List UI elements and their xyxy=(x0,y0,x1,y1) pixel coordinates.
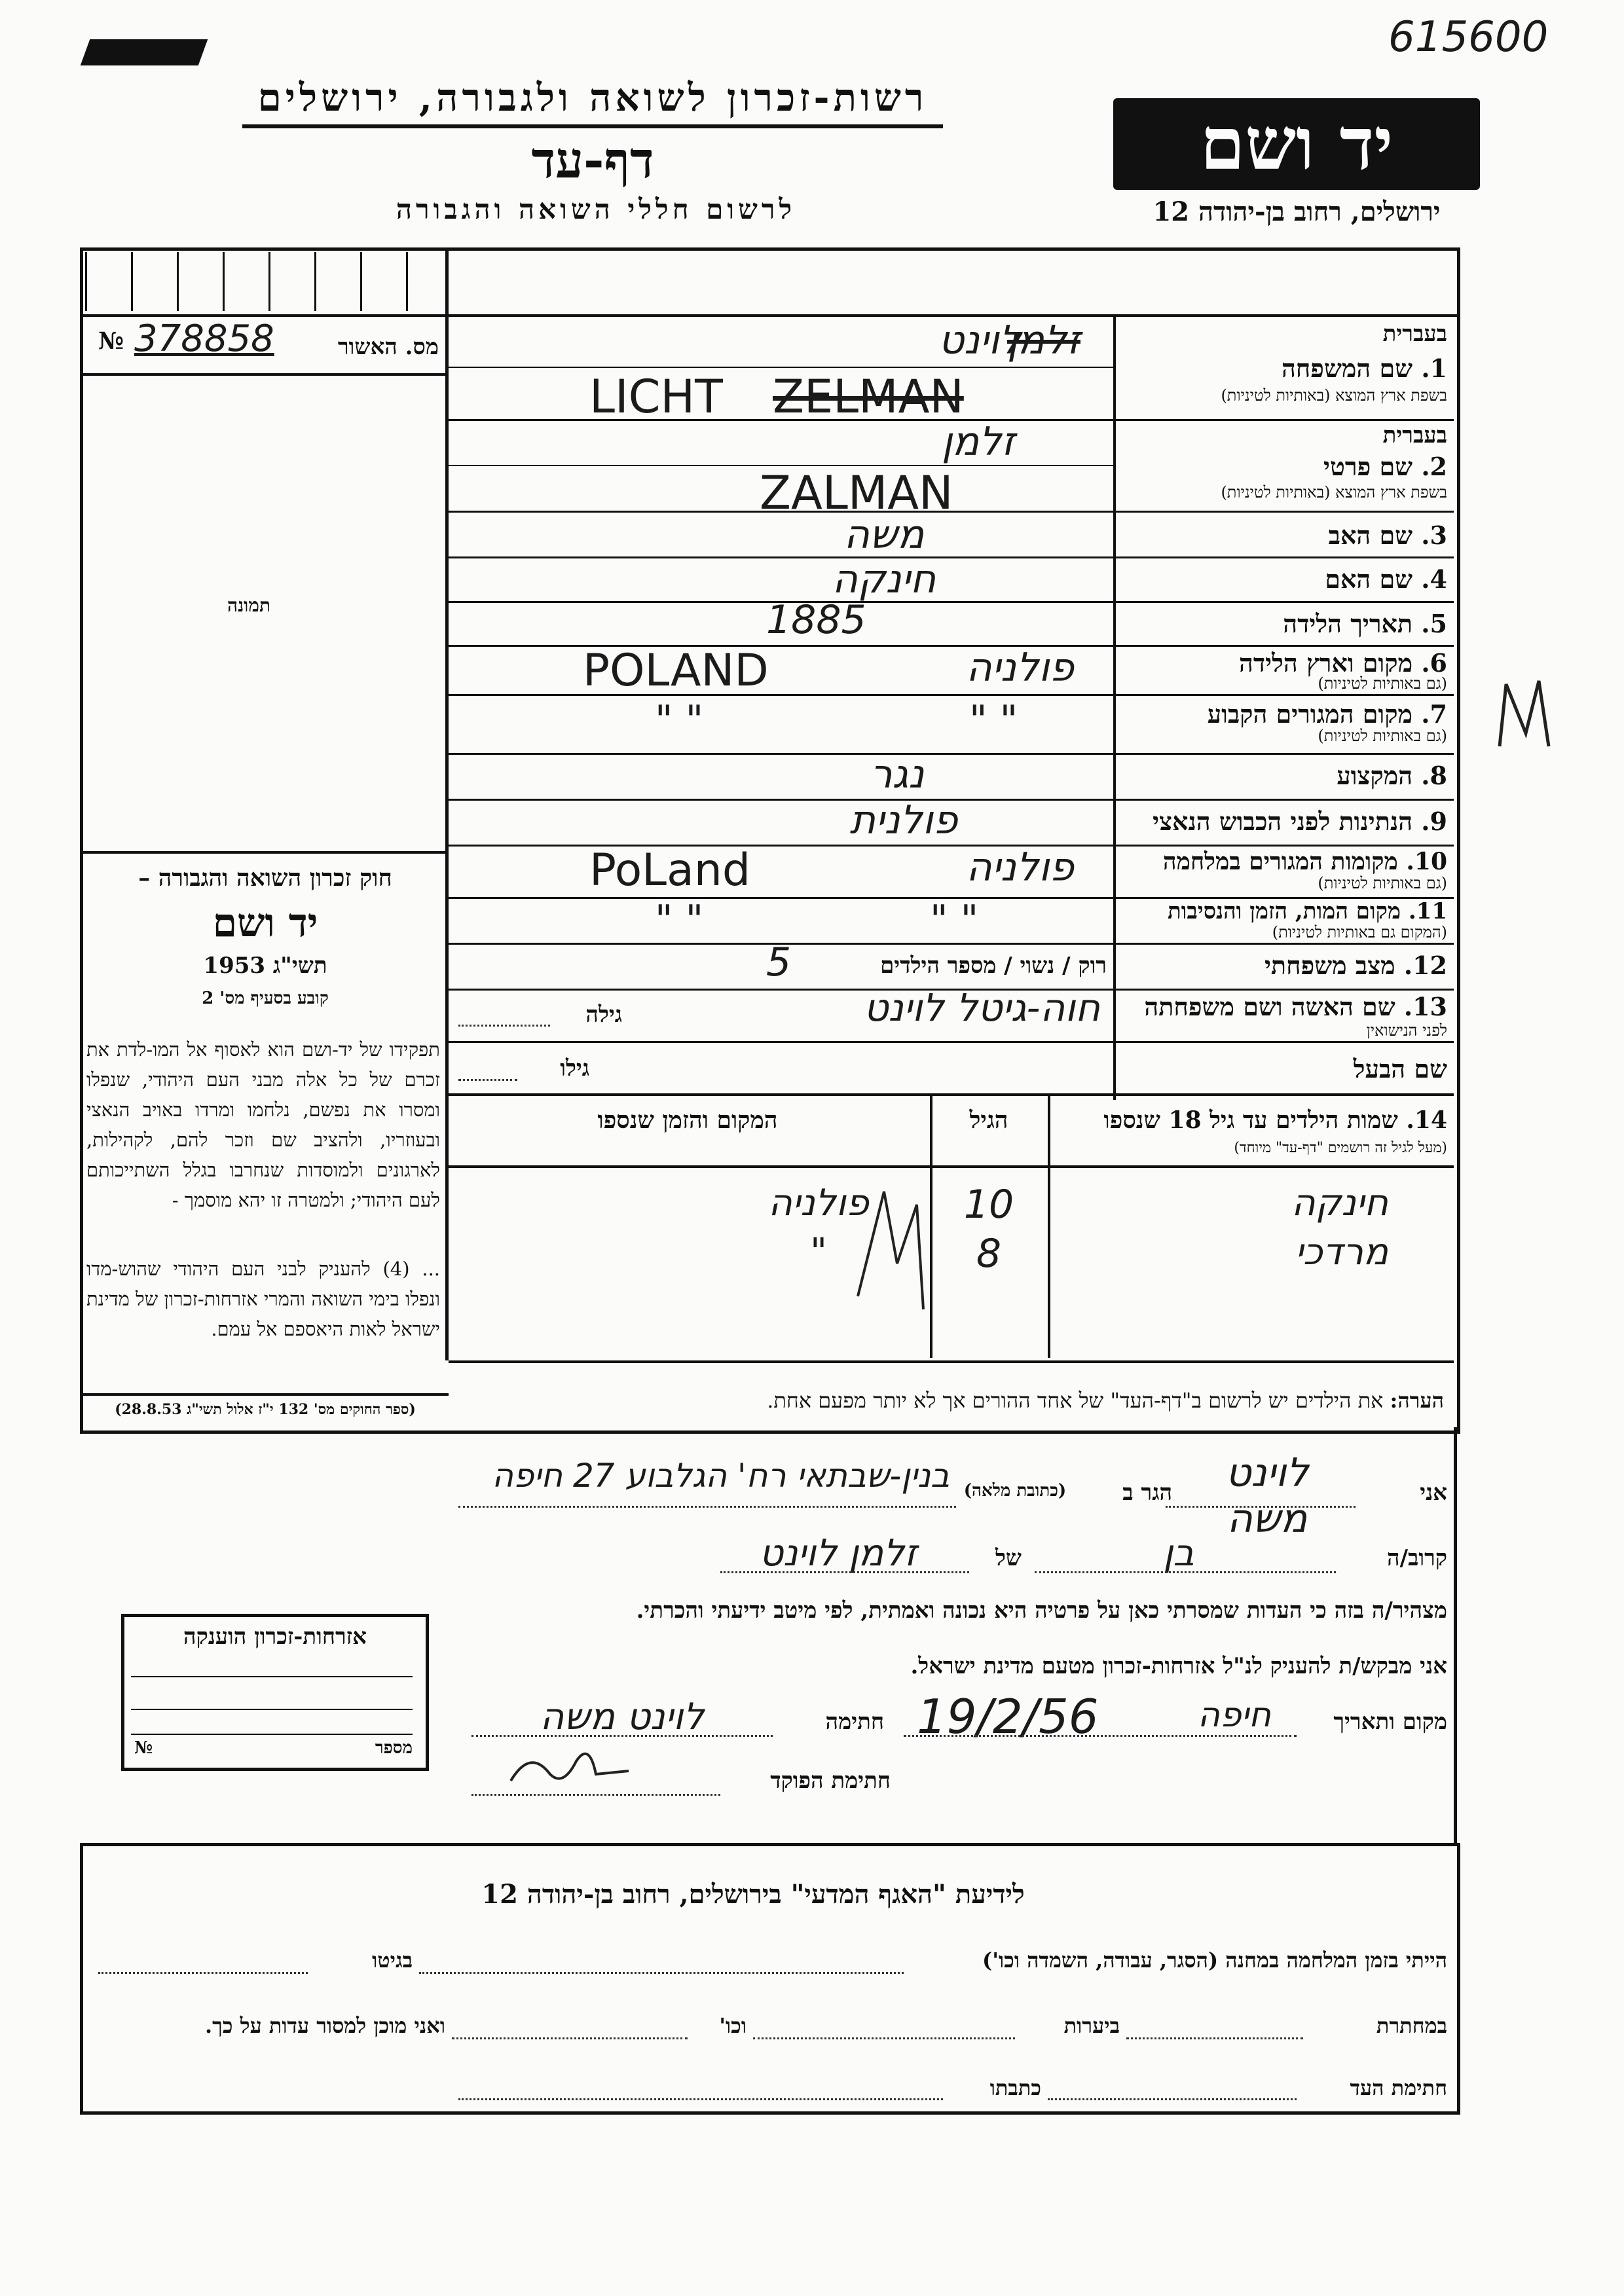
form-subtitle: לרשום חללי השואה והגבורה xyxy=(396,193,796,225)
field-sub: (המקום גם באותיות לטיניות) xyxy=(1272,923,1447,941)
field-husband-label: שם הבעל xyxy=(1353,1054,1447,1084)
place-value: חיפה xyxy=(1197,1696,1272,1735)
officer-label: חתימת הפוקד xyxy=(770,1768,891,1794)
statement-text: מצהיר/ה בזה כי העדות שמסרתי כאן על פרטיה היא נכונה ואמתית, לפי מיטב ידיעתי והכרתי. xyxy=(636,1597,1447,1624)
wartime-residence-hebrew: פולניה xyxy=(966,845,1074,890)
surname-hebrew: לוינט xyxy=(938,318,1022,363)
wartime-residence-latin: PoLand xyxy=(589,845,751,896)
surname-latin: LICHT xyxy=(589,370,723,424)
signature-label: חתימה xyxy=(825,1709,884,1735)
date-value: 19/2/56 xyxy=(917,1689,1099,1744)
full-address-label: (כתובת מלאה) xyxy=(963,1481,1067,1501)
field-profession-label: 8. המקצוע xyxy=(1337,761,1447,790)
note xyxy=(458,1388,1444,1413)
child-age: 10 xyxy=(963,1182,1014,1228)
declarant-address: בנין-שבתאי רח' הגלבוע 27 חיפה xyxy=(492,1457,950,1495)
children-sub: (מעל לגיל זה רושמים "דף-עד" מיוחד) xyxy=(1234,1140,1447,1156)
resides-label: הגר ב xyxy=(1122,1480,1172,1506)
place-date-label: מקום ותאריך xyxy=(1333,1709,1447,1735)
form-title: דף-עד xyxy=(531,131,654,189)
request-text: אני מבקש/ת להעניק לנ"ל אזרחות-זכרון מטעם מדינת ישראל. xyxy=(910,1653,1447,1679)
profession-value: נגר xyxy=(870,752,925,797)
field-marital-label: 12. מצב משפחתי xyxy=(1264,951,1447,980)
officer-signature xyxy=(504,1741,648,1800)
i-label: אני xyxy=(1420,1480,1447,1506)
footer-forests: ביערות xyxy=(1063,2013,1120,2038)
field-birthplace-label: 6. מקום וארץ הלידה xyxy=(1239,648,1447,678)
ink-mark xyxy=(81,39,208,65)
field-wartime-residence-label: 10. מקומות המגורים במלחמה xyxy=(1162,848,1447,875)
field-sub: (גם באותיות לטיניות) xyxy=(1318,874,1447,892)
field-death-label: 11. מקום המות, הזמן והנסיבות xyxy=(1167,898,1447,924)
father-value: משה xyxy=(843,512,925,558)
law-clause: קובע בסעיף מס' 2 xyxy=(202,989,329,1008)
marital-options: רוק / נשוי / מספר הילדים xyxy=(880,953,1107,979)
law-year: תשי"ג 1953 xyxy=(203,953,327,979)
approval-label: מס. האשור xyxy=(337,334,439,360)
wife-age-label: גילה xyxy=(585,1002,622,1028)
death-value-heb: " " xyxy=(930,897,979,943)
relation-value: בן xyxy=(1163,1532,1194,1575)
birthplace-hebrew: פולניה xyxy=(966,645,1074,691)
margin-mark xyxy=(1486,674,1572,759)
residence-value-heb: " " xyxy=(969,697,1018,743)
child-place: " xyxy=(810,1231,827,1273)
footer-title: לידיעת "האגף המדעי" בירושלים, רחוב בן-יהודה 12 xyxy=(481,1879,1025,1910)
footer-ready: ואני מוכן למסור עדות על כך. xyxy=(204,2013,445,2038)
firstname-latin: ZALMAN xyxy=(760,466,953,520)
field-mother-label: 4. שם האם xyxy=(1325,564,1447,594)
field-firstname-label: 2. שם פרטי xyxy=(1323,452,1447,481)
law-source: (ספר החוקים מס' 132 י"ז אלול תשי"ג 28.8.53) xyxy=(115,1401,416,1418)
birthplace-latin: POLAND xyxy=(583,645,769,697)
footer-underground: במחתרת xyxy=(1376,2013,1447,2038)
field-sub: (גם באותיות לטיניות) xyxy=(1318,727,1447,745)
child-place: פולניה xyxy=(768,1182,869,1224)
field-citizenship-label: 9. הנתינות לפני הכבוש הנאצי xyxy=(1153,807,1447,836)
hebrew-tag: בעברית xyxy=(1382,321,1447,347)
field-sub: בשפת ארץ המוצא (באותיות לטיניות) xyxy=(1221,386,1447,405)
field-sub: בשפת ארץ המוצא (באותיות לטיניות) xyxy=(1221,483,1447,501)
firstname-hebrew: זלמן xyxy=(942,419,1015,465)
child-name: מרדכי xyxy=(1295,1231,1388,1273)
mother-value: חינקה xyxy=(832,556,936,602)
law-title: חוק זכרון השואה והגבורה – xyxy=(138,864,392,892)
age-header: הגיל xyxy=(969,1106,1008,1134)
note-text: את הילדים יש לרשום ב"דף-העד" של אחד ההורים אך לא יותר מפעם אחת. xyxy=(767,1388,1384,1413)
place-header: המקום והזמן שנספו xyxy=(597,1106,778,1134)
relative-label: קרוב/ה xyxy=(1387,1545,1447,1571)
death-value: " " xyxy=(655,897,704,943)
footer-etc: וכו' xyxy=(719,2013,747,2038)
photo-label: תמונה xyxy=(227,594,271,616)
authority-title: רשות-זכרון לשואה ולגבורה, ירושלים xyxy=(257,75,928,120)
field-residence-label: 7. מקום המגורים הקבוע xyxy=(1207,699,1447,729)
residence-value: " " xyxy=(655,697,704,743)
law-text-1: תפקידו של יד-ושם הוא לאסוף אל המו-לדת את זכרם של כל אלה מבני העם היהודי, שנפלו ומסרו את נפשם, נלחמו ומרדו באויב הנאצי ובעוזריו, ולהציב שם וזכר להם, לקהילות, לארגונים ולמוסדות שנחרבו בגלל השתייכותם לעם היהודי; ולמטרה זו יהא מוסמך - xyxy=(86,1038,440,1211)
surname-struck: זלמן xyxy=(1007,318,1080,363)
signature-value: לוינט משה xyxy=(540,1696,705,1738)
law-text-2: ... (4) להעניק לבני העם היהודי שהוש-מדו ונפלו בימי השואה והמרי אזרחות-זכרון של מדינת ישראל לאות היאספם אל עמם. xyxy=(86,1258,441,1340)
field-wife-label: 13. שם האשה ושם משפחתה xyxy=(1144,992,1447,1021)
footer-signature-label: חתימת העד xyxy=(1350,2075,1447,2100)
box-number-sign: № xyxy=(134,1738,153,1758)
footer-address-label: כתבתו xyxy=(989,2075,1041,2100)
law-name: יד ושם xyxy=(212,900,318,946)
relative-of-value: זלמן לוינט xyxy=(759,1532,917,1575)
scribble-mark xyxy=(851,1178,930,1322)
children-label: 14. שמות הילדים עד גיל 18 שנספו xyxy=(1103,1106,1447,1134)
field-sub: (גם באותיות לטיניות) xyxy=(1318,674,1447,693)
child-name: חינקה xyxy=(1291,1182,1388,1224)
citizenship-value: פולנית xyxy=(849,797,958,843)
child-age: 8 xyxy=(976,1231,1002,1277)
note-label: הערה: xyxy=(1390,1388,1444,1413)
declarant-name: לוינט משה xyxy=(1225,1450,1309,1542)
footer-ghetto: בגיטו xyxy=(372,1948,413,1973)
birthdate-value: 1885 xyxy=(766,597,866,643)
box-title: אזרחות-זכרון הוענקה xyxy=(183,1624,367,1650)
hebrew-tag: בעברית xyxy=(1382,422,1447,448)
children-count: 5 xyxy=(766,939,792,985)
citizenship-box xyxy=(121,1614,429,1771)
surname-latin-struck: ZELMAN xyxy=(773,370,964,424)
of-label: של xyxy=(995,1545,1022,1571)
field-birthdate-label: 5. תאריך הלידה xyxy=(1283,609,1447,638)
approval-number: 378858 xyxy=(134,318,274,360)
address: ירושלים, רחוב בן-יהודה 12 xyxy=(1153,196,1441,227)
box-number-label: מספר xyxy=(375,1738,413,1758)
wife-value: חוה-גיטל לוינט xyxy=(864,985,1100,1030)
footer-line1: הייתי בזמן המלחמה במחנה (הסגר, עבודה, השמדה וכו') xyxy=(982,1948,1447,1973)
field-surname-label: 1. שם המשפחה xyxy=(1281,354,1447,383)
field-sub: לפני הנישואין xyxy=(1366,1021,1447,1040)
approval-no-sign: № xyxy=(98,327,124,355)
husband-age-label: גילו xyxy=(560,1055,589,1082)
yad-vashem-logo: יד ושם xyxy=(1113,98,1480,190)
field-father-label: 3. שם האב xyxy=(1328,520,1447,550)
document-number: 615600 xyxy=(1388,13,1549,62)
